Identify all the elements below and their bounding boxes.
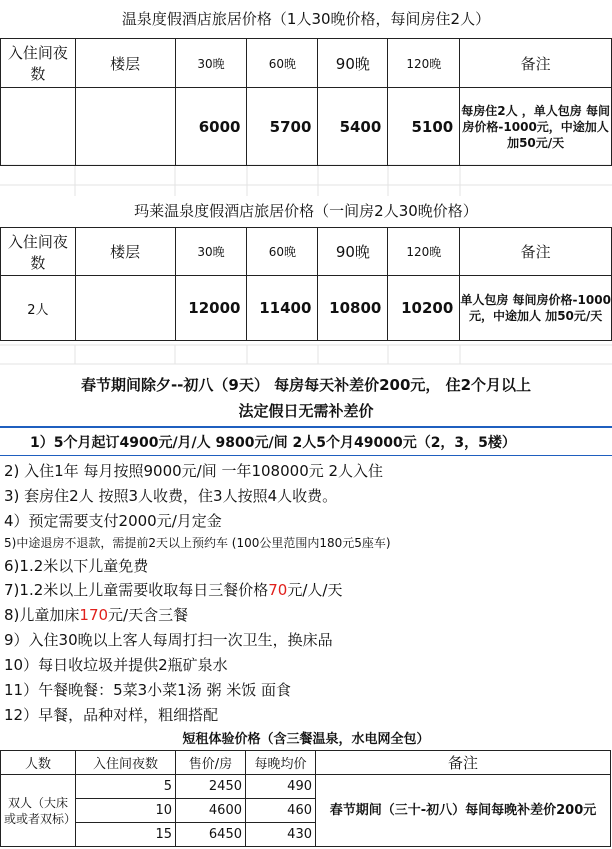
row-average: 460 [246, 799, 316, 823]
short-stay-header-row [1, 751, 611, 775]
header-30-nights: 30晚 [175, 228, 247, 276]
section1-title: 温泉度假酒店旅居价格（1人30晚价格，每间房住2人） [121, 10, 491, 28]
people-group: 双人（大床或或者双标） [1, 775, 76, 847]
section1-data-row [1, 88, 612, 166]
rule-5: 5)中途退房不退款，需提前2天以上预约车 (100公里范围内180元5座车) [4, 536, 391, 550]
rule-4: 4）预定需要支付2000元/月定金 [4, 512, 222, 530]
rule-7-text: 7)1.2米以上儿童需要收取每日三餐价格 [4, 581, 269, 599]
row-nights: 10 [76, 799, 176, 823]
price-90: 10800 [318, 276, 388, 341]
price-60: 5700 [247, 88, 318, 166]
header-price: 售价/房 [176, 751, 246, 775]
rule-1: 1）5个月起订4900元/月/人 9800元/间 2人5个月49000元（2，3，5楼） [30, 435, 516, 451]
price-30: 12000 [175, 276, 247, 341]
rule-6: 6)1.2米以下儿童免费 [4, 557, 149, 575]
header-60-nights: 60晚 [247, 39, 318, 88]
price-120: 10200 [388, 276, 460, 341]
header-90-nights: 90晚 [318, 39, 388, 88]
rule-3: 3) 套房住2人 按照3人收费，住3人按照4人收费。 [4, 487, 338, 505]
rule-7-price: 70 [268, 581, 288, 599]
rule-9: 9）入住30晚以上客人每周打扫一次卫生，换床品 [4, 631, 333, 649]
table-row [1, 775, 611, 799]
header-120-nights: 120晚 [388, 39, 460, 88]
header-nights: 入住间夜数 [1, 228, 76, 276]
cell-floor [75, 276, 175, 341]
rule-11: 11）午餐晚餐：5菜3小菜1汤 粥 米饭 面食 [4, 681, 292, 699]
notice-line2: 法定假日无需补差价 [238, 402, 374, 420]
cell-floor [75, 88, 175, 166]
price-120: 5100 [388, 88, 460, 166]
section2-price-table [0, 227, 612, 341]
divider [0, 426, 612, 428]
row-average: 430 [246, 823, 316, 847]
header-note: 备注 [460, 39, 612, 88]
header-floor: 楼层 [75, 228, 175, 276]
header-120-nights: 120晚 [388, 228, 460, 276]
section1-header-row [1, 39, 612, 88]
row-nights: 15 [76, 823, 176, 847]
section1-price-table [0, 38, 612, 166]
spring-festival-notice [0, 372, 612, 424]
short-stay-note: 春节期间（三十-初八）每间每晚补差价200元 [316, 775, 611, 847]
price-90: 5400 [318, 88, 388, 166]
header-90-nights: 90晚 [318, 228, 388, 276]
rule-10: 10）每日收垃圾并提供2瓶矿泉水 [4, 656, 228, 674]
row-price: 6450 [176, 823, 246, 847]
row-nights: 5 [76, 775, 176, 799]
header-average: 每晚均价 [246, 751, 316, 775]
rule-8-price: 170 [79, 606, 109, 624]
short-stay-title: 短租体验价格（含三餐温泉，水电网全包） [182, 732, 430, 747]
row-price: 2450 [176, 775, 246, 799]
section2-header-row [1, 228, 612, 276]
header-60-nights: 60晚 [247, 228, 318, 276]
header-note: 备注 [460, 228, 612, 276]
header-nights: 入住间夜数 [76, 751, 176, 775]
row-price: 4600 [176, 799, 246, 823]
cell-nights: 2人 [1, 276, 76, 341]
rule-8-text: 8)儿童加床 [4, 606, 80, 624]
rule-8-unit: 元/天含三餐 [108, 606, 189, 624]
notice-line1: 春节期间除夕--初八（9天） 每房每天补差价200元， 住2个月以上 [80, 376, 532, 394]
section2-note: 单人包房 每间房价格-1000元，中途加人 加50元/天 [460, 276, 612, 341]
divider [0, 455, 612, 456]
rule-7-unit: 元/人/天 [287, 581, 343, 599]
price-60: 11400 [247, 276, 318, 341]
row-average: 490 [246, 775, 316, 799]
header-floor: 楼层 [75, 39, 175, 88]
rule-2: 2) 入住1年 每月按照9000元/间 一年108000元 2人入住 [4, 462, 384, 480]
header-note: 备注 [316, 751, 611, 775]
section1-note: 每房住2人 ，单人包房 每间房价格-1000元，中途加人加50元/天 [460, 88, 612, 166]
header-30-nights: 30晚 [175, 39, 247, 88]
cell-nights [1, 88, 76, 166]
short-stay-table [0, 750, 611, 847]
section2-title: 玛莱温泉度假酒店旅居价格（一间房2人30晚价格） [134, 202, 478, 220]
rule-8 [4, 604, 188, 625]
header-nights: 入住间夜数 [1, 39, 76, 88]
section2-data-row [1, 276, 612, 341]
rule-7 [4, 579, 342, 600]
price-30: 6000 [175, 88, 247, 166]
header-people: 人数 [1, 751, 76, 775]
rule-12: 12）早餐，品种对样，粗细搭配 [4, 706, 219, 724]
